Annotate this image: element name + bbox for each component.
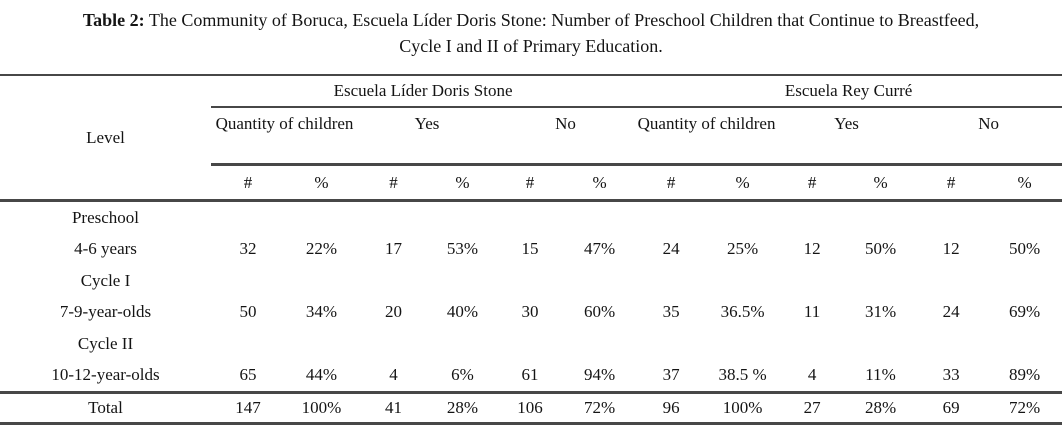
value-cell: 40%	[446, 302, 479, 321]
value-cell	[285, 265, 358, 296]
value-cell: 4	[807, 365, 817, 384]
value-cell: 100%	[285, 393, 358, 424]
value-cell	[846, 328, 915, 359]
row-label: Cycle II	[77, 333, 134, 353]
subgroup-yes-left: Yes	[358, 107, 496, 165]
value-cell	[211, 328, 285, 359]
school-header-row	[0, 75, 1062, 107]
value-cell: 50%	[1009, 239, 1041, 258]
value-cell	[987, 201, 1062, 234]
value-cell: 6%	[451, 365, 474, 384]
subgroup-no-right: No	[915, 107, 1062, 165]
row-label: 10-12-year-olds	[51, 365, 160, 384]
table-caption	[0, 0, 1062, 59]
value-cell: 65	[239, 365, 257, 384]
value-cell	[496, 201, 564, 234]
row-label: Cycle I	[80, 270, 131, 290]
percent-symbol: %	[846, 165, 915, 201]
value-cell	[496, 328, 564, 359]
value-cell: 12	[942, 239, 960, 258]
value-cell: 36.5%	[720, 302, 765, 321]
value-cell	[564, 265, 635, 296]
value-cell	[564, 328, 635, 359]
table-row-cycle-ii	[0, 328, 1062, 359]
value-cell: 61	[521, 365, 539, 384]
row-label: 4-6 years	[74, 239, 137, 258]
count-symbol: #	[211, 165, 285, 201]
value-cell: 50	[239, 302, 257, 321]
value-cell: 20	[385, 302, 402, 321]
value-cell: 69	[915, 393, 987, 424]
value-cell: 15	[521, 239, 539, 258]
value-cell: 147	[211, 393, 285, 424]
table-caption-line2: Cycle I and II of Primary Education.	[399, 36, 663, 56]
value-cell	[496, 265, 564, 296]
value-cell	[564, 201, 635, 234]
value-cell	[358, 328, 429, 359]
value-cell: 96	[635, 393, 707, 424]
value-cell	[987, 328, 1062, 359]
value-cell	[429, 265, 496, 296]
percent-symbol: %	[707, 165, 778, 201]
subgroup-quantity-right: Quantity of children	[635, 107, 778, 165]
value-cell: 47%	[583, 239, 616, 258]
value-cell: 28%	[429, 393, 496, 424]
value-cell	[358, 201, 429, 234]
value-cell	[846, 265, 915, 296]
value-cell: 33	[942, 365, 960, 384]
count-symbol: #	[358, 165, 429, 201]
percent-symbol: %	[987, 165, 1062, 201]
value-cell: 24	[662, 239, 680, 258]
col-header-level: Level	[0, 75, 211, 201]
subgroup-no-left: No	[496, 107, 635, 165]
value-cell	[635, 265, 707, 296]
value-cell: 30	[521, 302, 539, 321]
value-cell: 69%	[1009, 302, 1041, 321]
value-cell: 27	[778, 393, 846, 424]
value-cell: 35	[662, 302, 680, 321]
value-cell	[358, 265, 429, 296]
value-cell: 37	[662, 365, 680, 384]
value-cell	[707, 328, 778, 359]
table-row-total	[0, 393, 1062, 424]
breastfeeding-table	[0, 74, 1062, 425]
value-cell: 4	[389, 365, 398, 384]
value-cell: 94%	[583, 365, 616, 384]
table-row-7-9-year-olds	[0, 296, 1062, 328]
table-caption-label: Table 2:	[82, 10, 145, 30]
value-cell	[778, 201, 846, 234]
table-caption-line1	[0, 7, 1062, 33]
table-row-10-12-year-olds	[0, 359, 1062, 393]
table-row-4-6-years	[0, 233, 1062, 265]
value-cell	[285, 201, 358, 234]
value-cell: 106	[496, 393, 564, 424]
value-cell: 11%	[865, 365, 896, 384]
value-cell	[429, 328, 496, 359]
value-cell	[635, 328, 707, 359]
value-cell	[635, 201, 707, 234]
value-cell: 44%	[305, 365, 338, 384]
value-cell: 53%	[446, 239, 479, 258]
value-cell: 25%	[726, 239, 759, 258]
value-cell: 31%	[864, 302, 897, 321]
count-symbol: #	[915, 165, 987, 201]
percent-symbol: %	[285, 165, 358, 201]
value-cell: 12	[803, 239, 821, 258]
subgroup-yes-right: Yes	[778, 107, 915, 165]
value-cell: 72%	[564, 393, 635, 424]
value-cell	[429, 201, 496, 234]
value-cell	[778, 265, 846, 296]
value-cell: 28%	[846, 393, 915, 424]
row-label: 7-9-year-olds	[59, 302, 152, 321]
value-cell: 50%	[864, 239, 897, 258]
value-cell: 72%	[987, 393, 1062, 424]
table-row-preschool	[0, 201, 1062, 234]
table-row-cycle-i	[0, 265, 1062, 296]
table-caption-text: The Community of Boruca, Escuela Líder Doris Stone: Number of Preschool Children that Continue to Breastfeed,	[144, 10, 980, 30]
count-symbol: #	[496, 165, 564, 201]
value-cell	[778, 328, 846, 359]
value-cell: 22%	[305, 239, 338, 258]
value-cell: 24	[942, 302, 960, 321]
school-header-rey-curre: Escuela Rey Curré	[635, 75, 1062, 107]
value-cell: 41	[358, 393, 429, 424]
value-cell: 100%	[707, 393, 778, 424]
value-cell: 89%	[1009, 365, 1041, 384]
value-cell	[915, 328, 987, 359]
value-cell: 34%	[305, 302, 338, 321]
count-symbol: #	[778, 165, 846, 201]
count-symbol: #	[635, 165, 707, 201]
subgroup-quantity-left: Quantity of children	[211, 107, 358, 165]
value-cell	[846, 201, 915, 234]
value-cell	[285, 328, 358, 359]
row-label: Total	[0, 393, 211, 424]
percent-symbol: %	[429, 165, 496, 201]
value-cell	[707, 201, 778, 234]
value-cell	[211, 201, 285, 234]
value-cell: 60%	[583, 302, 616, 321]
value-cell: 38.5 %	[718, 365, 767, 384]
school-header-doris-stone: Escuela Líder Doris Stone	[211, 75, 635, 107]
value-cell: 17	[385, 239, 402, 258]
value-cell	[987, 265, 1062, 296]
value-cell	[707, 265, 778, 296]
percent-symbol: %	[564, 165, 635, 201]
value-cell	[915, 265, 987, 296]
value-cell: 32	[239, 239, 257, 258]
value-cell	[915, 201, 987, 234]
value-cell: 11	[803, 302, 821, 321]
row-label: Preschool	[71, 207, 140, 227]
value-cell	[211, 265, 285, 296]
